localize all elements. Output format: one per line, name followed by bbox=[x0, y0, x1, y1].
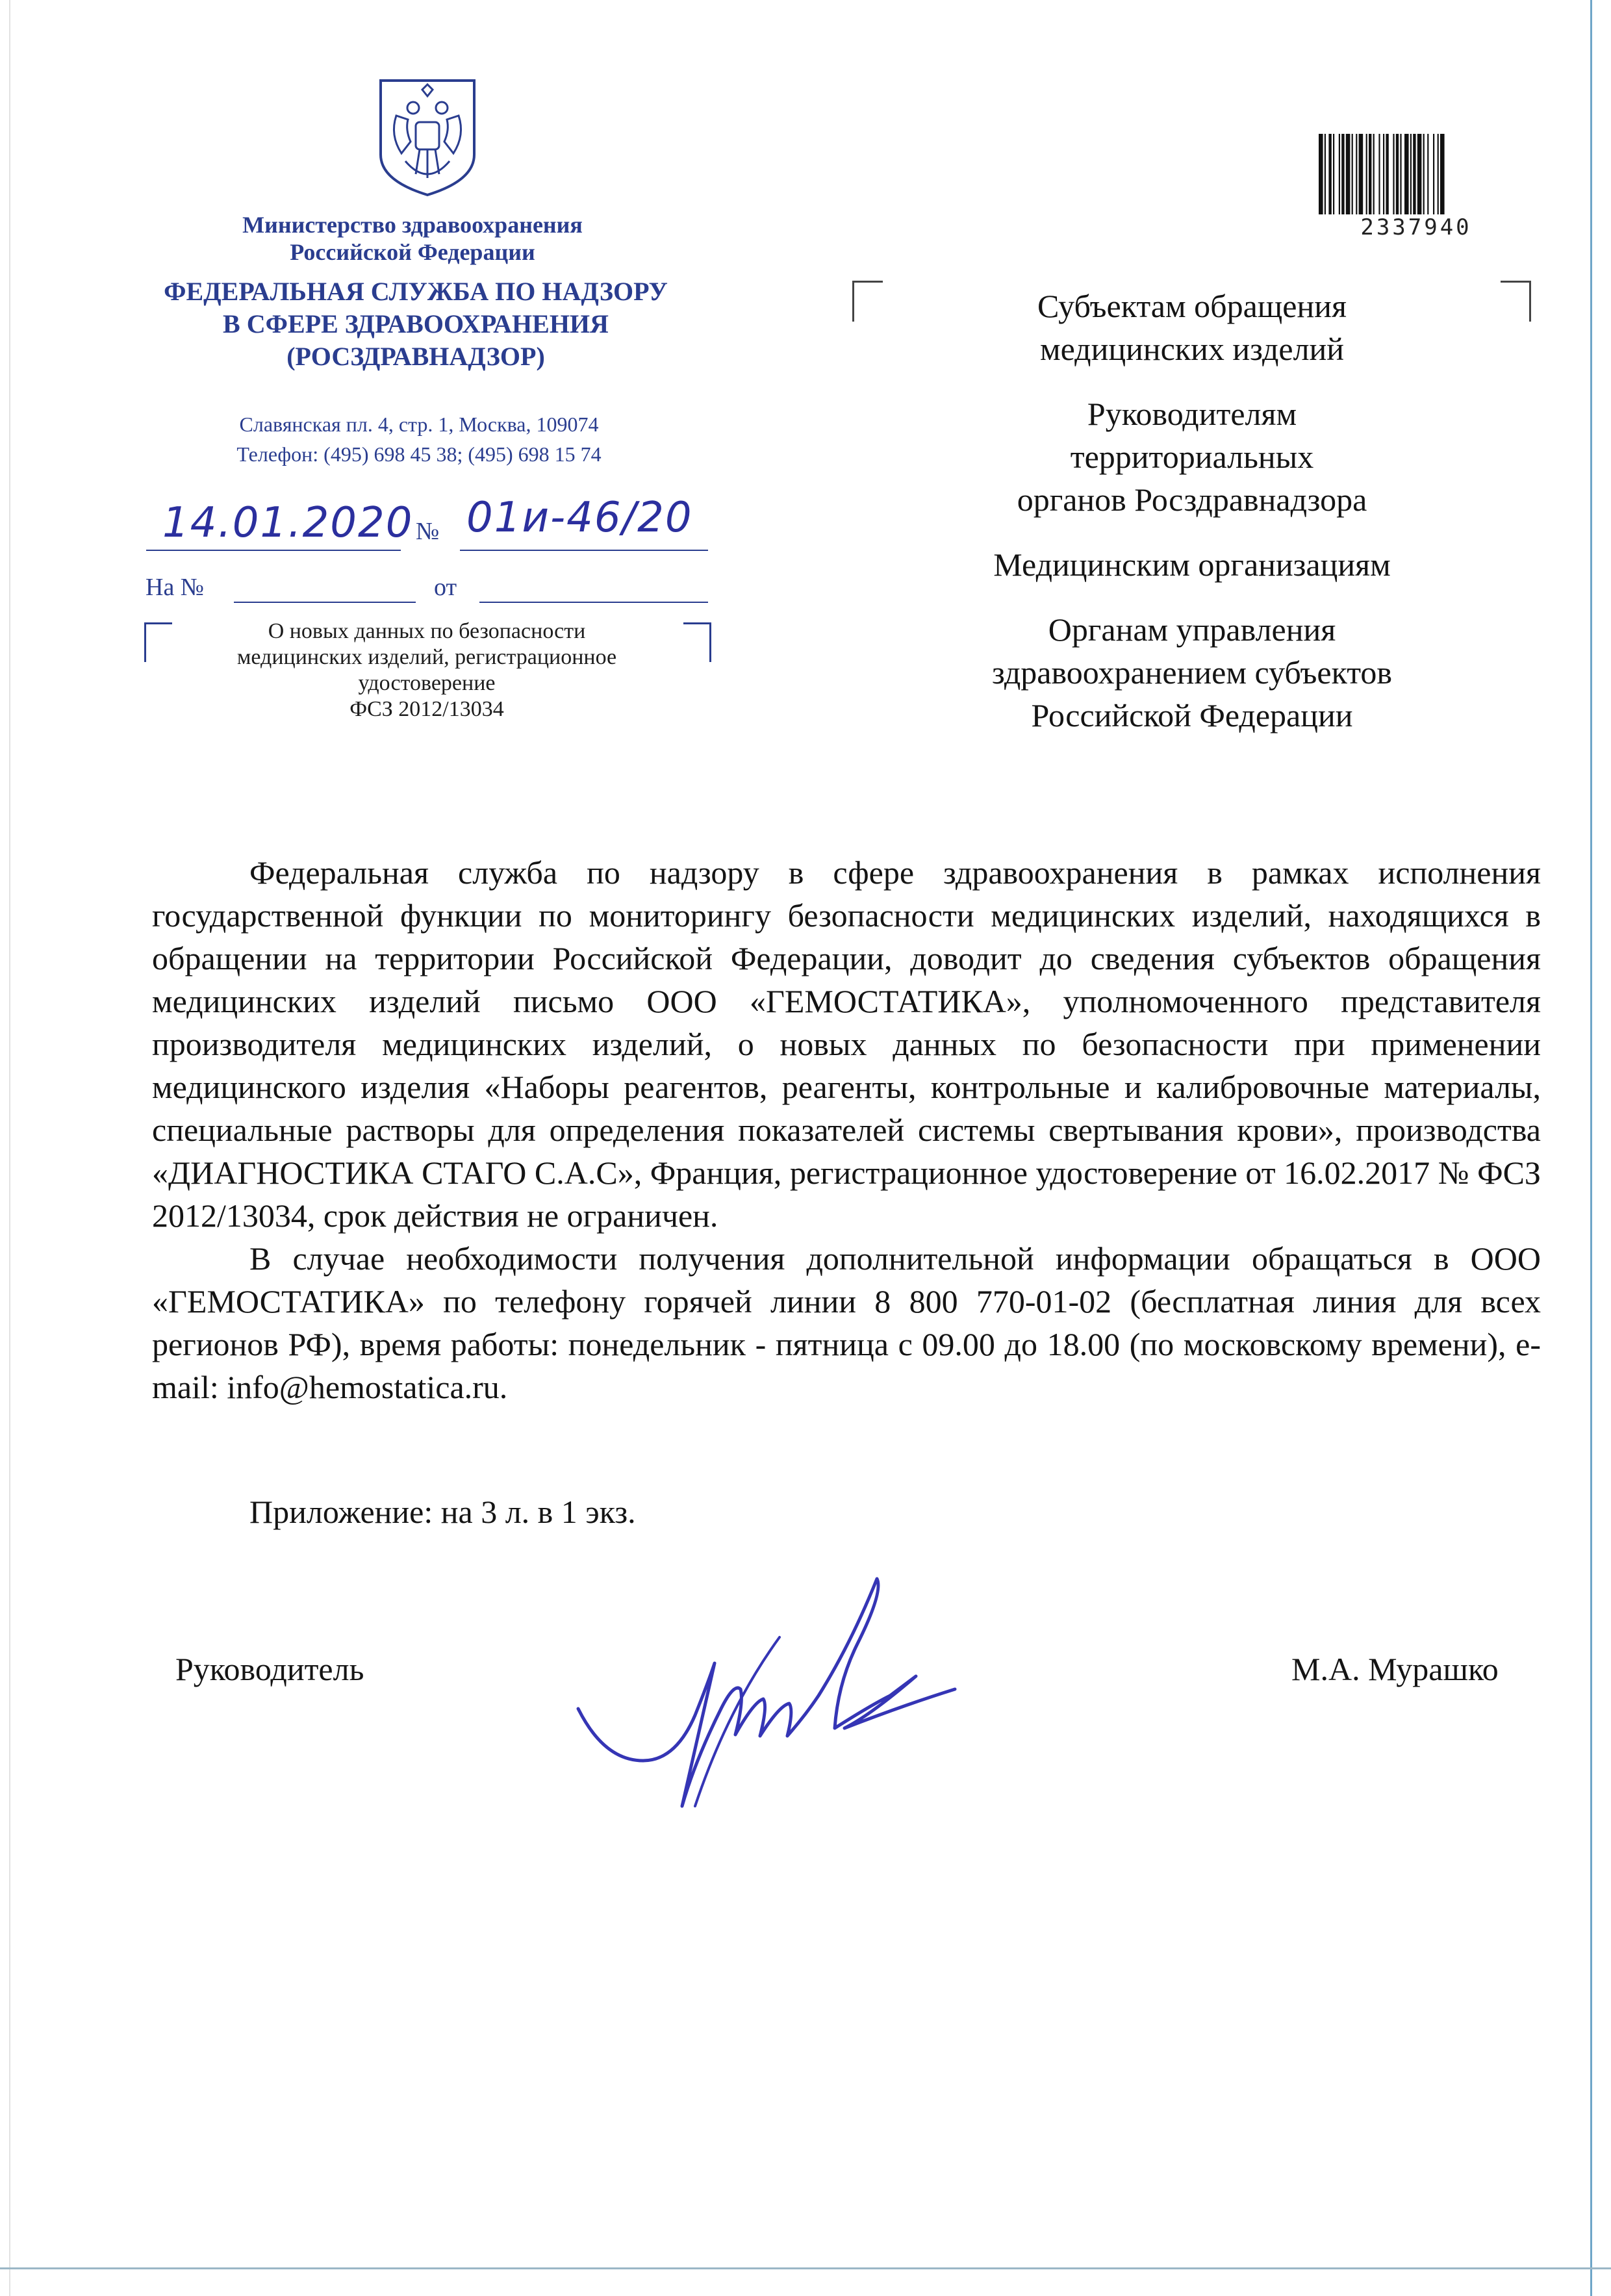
barcode-bar bbox=[1410, 134, 1412, 214]
coat-of-arms-icon bbox=[377, 77, 478, 198]
subject-bracket-right bbox=[683, 622, 711, 662]
barcode-bar bbox=[1427, 134, 1428, 214]
subject-bracket-left bbox=[144, 622, 172, 662]
barcode-bar bbox=[1369, 134, 1371, 214]
scan-edge-right bbox=[1590, 0, 1592, 2296]
barcode-bar bbox=[1386, 134, 1388, 214]
barcode-bar bbox=[1378, 134, 1380, 214]
scan-edge-left bbox=[9, 0, 10, 2296]
barcode-bar bbox=[1341, 134, 1344, 214]
barcode bbox=[1319, 134, 1514, 214]
barcode-bar bbox=[1393, 134, 1394, 214]
barcode-bar bbox=[1383, 134, 1384, 214]
barcode-bar bbox=[1423, 134, 1425, 214]
agency-name: ФЕДЕРАЛЬНАЯ СЛУЖБА ПО НАДЗОРУ В СФЕРЕ ЗДРАВООХРАНЕНИЯ (РОСЗДРАВНАДЗОР) bbox=[164, 277, 668, 371]
scan-edge-bottom bbox=[0, 2267, 1611, 2269]
registration-date: 14.01.2020 bbox=[162, 499, 414, 547]
barcode-bar bbox=[1366, 134, 1367, 214]
barcode-bar bbox=[1373, 134, 1375, 214]
barcode-bar bbox=[1356, 134, 1357, 214]
registration-number: 01и-46/20 bbox=[466, 494, 693, 542]
barcode-bar bbox=[1400, 134, 1401, 214]
barcode-bar bbox=[1339, 134, 1340, 214]
barcode-bar bbox=[1328, 134, 1331, 214]
barcode-bar bbox=[1417, 134, 1422, 214]
handwritten-signature bbox=[565, 1566, 981, 1826]
recipient-item: Органам управления здравоохранением субъектов Российской Федерации bbox=[991, 611, 1393, 733]
letter-body bbox=[152, 851, 1541, 1409]
recipient-item: Субъектам обращения медицинских изделий bbox=[1037, 288, 1347, 367]
reply-date-label: от bbox=[434, 574, 457, 601]
barcode-bar bbox=[1440, 134, 1445, 214]
body-paragraph: Федеральная служба по надзору в сфере здравоохранения в рамках исполнения государственной функции по мониторингу безопасности медицинских изделий, находящихся в обращении на территории Российской Федерации, доводит до сведения субъектов обращения медицинских изделий письмо ООО «ГЕМОСТАТИКА», уполномоченного представителя производителя медицинских изделий, о новых данных по безопасности при применении медицинского изделия «Наборы реагентов, реагенты, контрольные и калибровочные материалы, специальные растворы для определения показателей системы свертывания крови», производства «ДИАГНОСТИКА СТАГО С.А.С», Франция, регистрационное удостоверение от 16.02.2017 № ФСЗ 2012/13034, срок действия не ограничен. bbox=[152, 854, 1541, 1234]
date-underline bbox=[146, 550, 401, 551]
recipients-block bbox=[890, 285, 1494, 759]
barcode-bar bbox=[1359, 134, 1364, 214]
barcode-bar bbox=[1438, 134, 1439, 214]
agency-address: Славянская пл. 4, стр. 1, Москва, 109074 Телефон: (495) 698 45 38; (495) 698 15 74 bbox=[236, 413, 602, 466]
number-underline bbox=[460, 550, 708, 551]
recipient-item: Медицинским организациям bbox=[993, 546, 1391, 583]
barcode-bar bbox=[1396, 134, 1399, 214]
reply-number-line bbox=[234, 602, 416, 603]
barcode-bar bbox=[1413, 134, 1415, 214]
body-paragraph: В случае необходимости получения дополнительной информации обращаться в ООО «ГЕМОСТАТИКА» по телефону горячей линии 8 800 770-01-02 (бесплатная линия для всех регионов РФ), время работы: понедельник - пятница с 09.00 до 18.00 (по московскому времени), e-mail: info@hemostatica.ru. bbox=[152, 1240, 1541, 1405]
reply-number-label: На № bbox=[146, 574, 205, 601]
barcode-number: 2337940 bbox=[1360, 214, 1472, 240]
reply-date-line bbox=[479, 602, 708, 603]
barcode-bar bbox=[1333, 134, 1334, 214]
appendix-note: Приложение: на 3 л. в 1 экз. bbox=[249, 1494, 636, 1530]
signer-position: Руководитель bbox=[175, 1651, 364, 1687]
ministry-name: Министерство здравоохранения Российской Федерации bbox=[242, 212, 583, 265]
barcode-bar bbox=[1319, 134, 1323, 214]
recipient-item: Руководителям территориальных органов Росздравнадзора bbox=[1017, 396, 1367, 518]
recipients-bracket-left bbox=[852, 281, 883, 322]
barcode-bar bbox=[1325, 134, 1326, 214]
barcode-bar bbox=[1404, 134, 1409, 214]
number-label: № bbox=[416, 518, 440, 545]
barcode-bar bbox=[1346, 134, 1351, 214]
barcode-bar bbox=[1352, 134, 1353, 214]
recipients-bracket-right bbox=[1501, 281, 1531, 322]
barcode-bar bbox=[1433, 134, 1434, 214]
signer-name: М.А. Мурашко bbox=[1291, 1651, 1499, 1687]
letter-subject: О новых данных по безопасности медицинских изделий, регистрационное удостоверение ФСЗ 2012/13034 bbox=[236, 619, 617, 721]
